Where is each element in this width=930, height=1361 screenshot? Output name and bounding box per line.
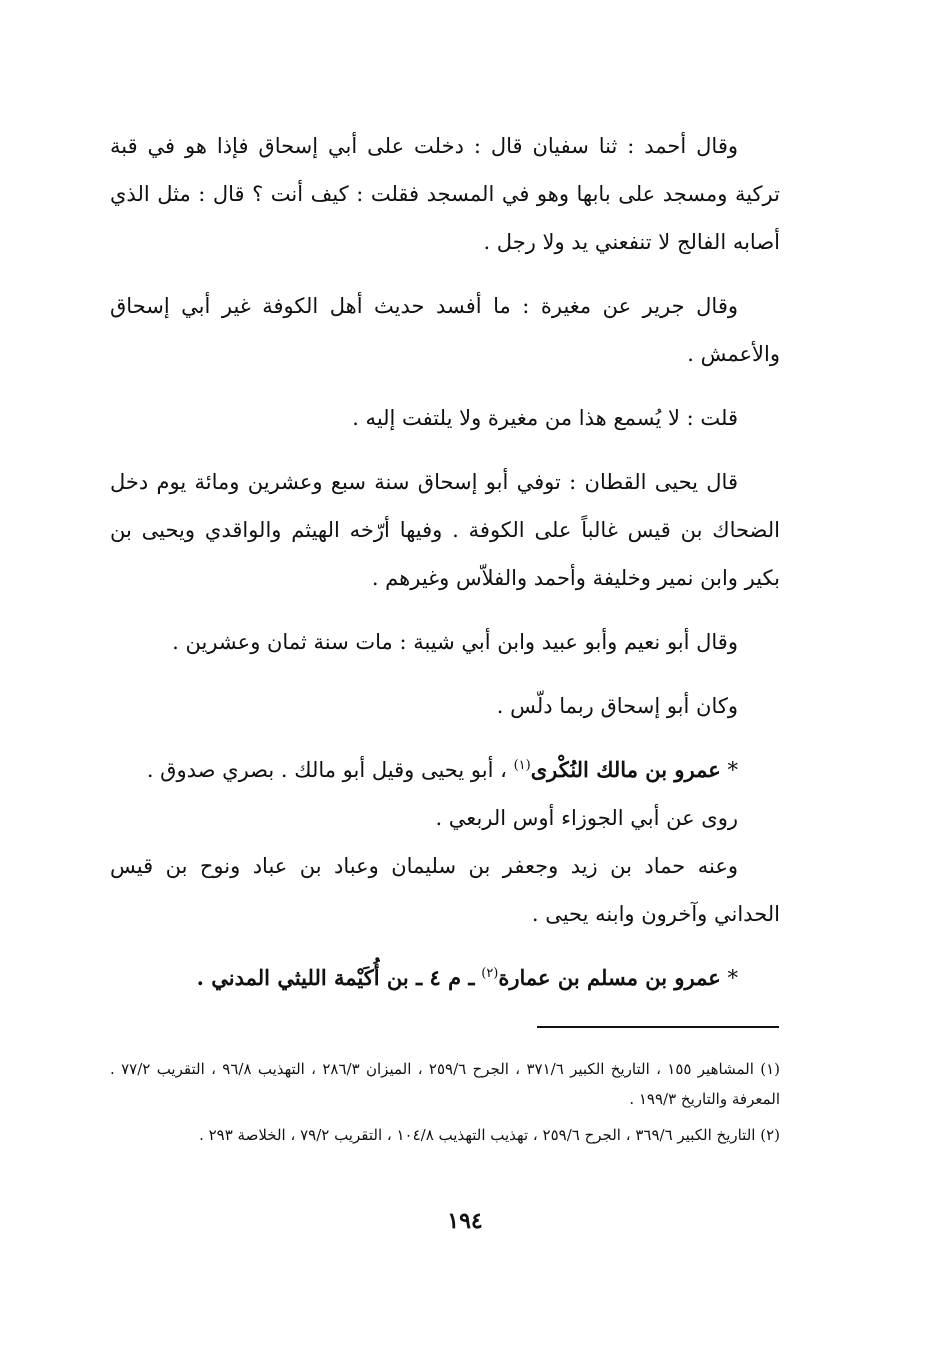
footnote-ref: (٢) <box>481 966 499 981</box>
footnote: (١) المشاهير ١٥٥ ، التاريخ الكبير ٣٧١/٦ ، الجرح ٢٥٩/٦ ، الميزان ٢٨٦/٣ ، التهذيب ٩٦/٨ ، التقريب ٧٧/٢ . المعرفة والتاريخ ١٩٩/٣ . <box>110 1060 780 1108</box>
page-number: ١٩٤ <box>447 1208 483 1234</box>
paragraph: روى عن أبي الجوزاء أوس الربعي . <box>435 806 738 830</box>
paragraph: قال يحيى القطان : توفي أبو إسحاق سنة سبع وعشرين ومائة يوم دخل الضحاك بن قيس غالباً على الكوفة . وفيها أرّخه الهيثم والواقدي ويحيى بن بكير وابن نمير وخليفة وأحمد والفلاّس وغيرهم . <box>110 470 780 590</box>
paragraph: وقال أحمد : ثنا سفيان قال : دخلت على أبي إسحاق فإذا هو في قبة تركية ومسجد على بابها وهو في المسجد فقلت : كيف أنت ؟ قال : مثل الذي أصابه الفالج لا تنفعني يد ولا رجل . <box>110 134 780 254</box>
paragraph: وقال جرير عن مغيرة : ما أفسد حديث أهل الكوفة غير أبي إسحاق والأعمش . <box>110 294 780 366</box>
entry-marker: * <box>727 966 738 990</box>
main-text <box>110 122 780 1002</box>
entry-description: ـ م ٤ ـ بن أُكَيْمة الليثي المدني . <box>196 965 475 990</box>
entry-marker: * <box>727 758 738 782</box>
footnotes <box>110 1054 780 1150</box>
paragraph: قلت : لا يُسمع هذا من مغيرة ولا يلتفت إليه . <box>352 406 738 430</box>
paragraph: وقال أبو نعيم وأبو عبيد وابن أبي شيبة : مات سنة ثمان وعشرين . <box>172 630 738 654</box>
biography-entry <box>110 954 780 1002</box>
paragraph: وعنه حماد بن زيد وجعفر بن سليمان وعباد بن عباد ونوح بن قيس الحداني وآخرون وابنه يحيى . <box>110 854 780 926</box>
footnote-ref: (١) <box>513 758 531 773</box>
footnote: (٢) التاريخ الكبير ٣٦٩/٦ ، الجرح ٢٥٩/٦ ، تهذيب التهذيب ١٠٤/٨ ، التقريب ٧٩/٢ ، الخلاصة ٢٩٣ . <box>199 1126 780 1144</box>
entry-name: عمرو بن مسلم بن عمارة <box>498 965 721 990</box>
entry-description: ، أبو يحيى وقيل أبو مالك . بصري صدوق . <box>146 758 507 782</box>
entry-name: عمرو بن مالك النُكْرى <box>530 757 721 782</box>
paragraph: وكان أبو إسحاق ربما دلّس . <box>496 694 738 718</box>
footnote-divider <box>537 1026 779 1028</box>
biography-entry <box>110 746 780 794</box>
